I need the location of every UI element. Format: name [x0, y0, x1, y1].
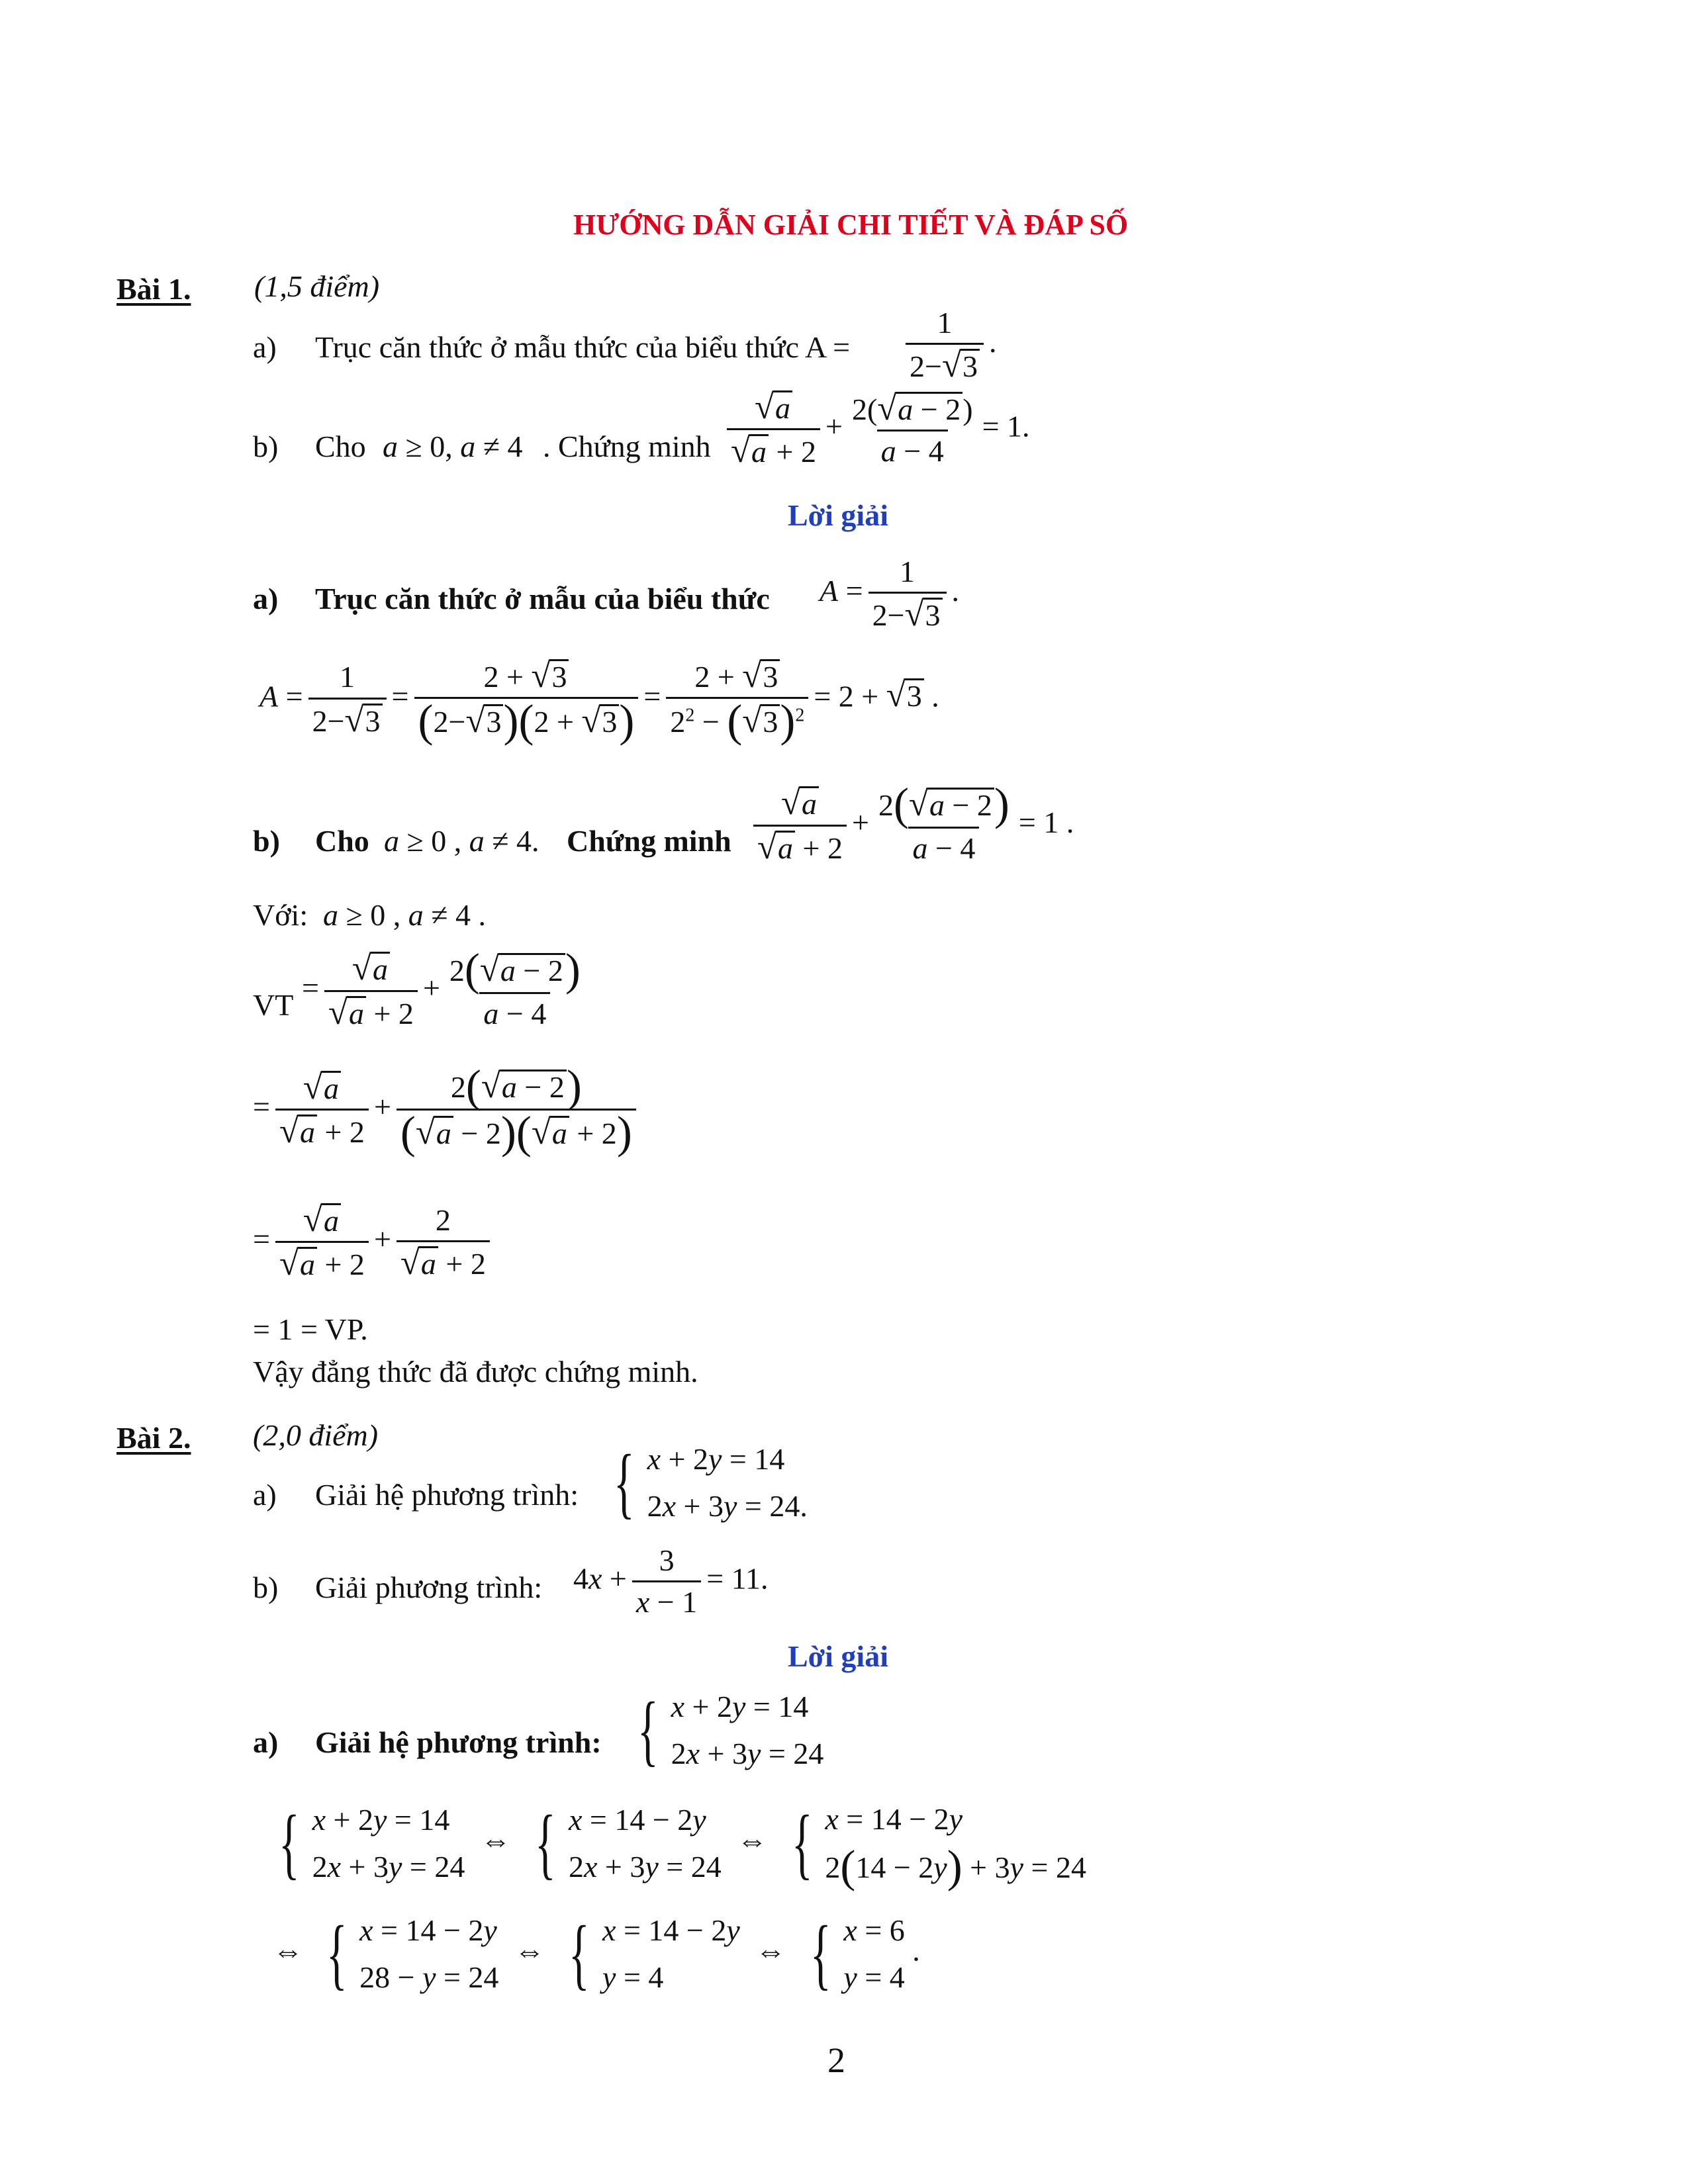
- bai1-label: Bài 1.: [117, 272, 191, 306]
- vt-step-4: = 1 = VP.: [253, 1312, 368, 1346]
- bai1-b-condition: a ≥ 0, a ≠ 4: [383, 430, 523, 463]
- sol-b-chung-minh: Chứng minh: [567, 824, 731, 858]
- page-title: HƯỚNG DẪN GIẢI CHI TIẾT VÀ ĐÁP SỐ: [573, 208, 1129, 241]
- bai1-b-cho: Cho: [315, 430, 366, 463]
- voi-condition: a ≥ 0 , a ≠ 4 .: [323, 898, 486, 932]
- sol2-chain-row-1: { x + 2y = 14 2x + 3y = 24 ⇔ { x = 14 − 2y 2x + 3y = 24 ⇔ { x = 14 − 2y 2(14 − 2y) + 3y = 24: [278, 1799, 1086, 1891]
- bai1-a-label: a): [253, 330, 277, 364]
- sol-a-derivation: A = 1 2− √ 3 = 2 + √ 3 (2− √ 3 )(2 + √ 3 ) = 2 + √ 3 $2^2$ − ( √ 3 )$^2$ = 2 + √ 3 .: [259, 657, 939, 747]
- voi-label: Với:: [253, 898, 308, 932]
- bai1-conclusion: Vậy đẳng thức đã được chứng minh.: [253, 1355, 698, 1388]
- bai1-b-chung-minh: . Chứng minh: [543, 430, 711, 463]
- sol-a-heading: Trục căn thức ở mẫu của biểu thức: [315, 582, 770, 615]
- sol2-a-system: { x + 2y = 14 2x + 3y = 24: [637, 1686, 824, 1774]
- bai2-a-system: { x + 2y = 14 2x + 3y = 24.: [613, 1438, 808, 1526]
- sol-a-label: a): [253, 582, 279, 615]
- vt-step-1: = √ a √ a + 2 + 2( √ a − 2 ) a − 4: [302, 944, 581, 1032]
- sol2-a-heading: Giải hệ phương trình:: [315, 1725, 602, 1759]
- vt-step-2: = √ a √ a + 2 + 2( √ a − 2 ) ( √ a − 2)( √ a + 2): [253, 1068, 641, 1151]
- vt-step-3: = √ a √ a + 2 + 2 √ a + 2: [253, 1203, 495, 1281]
- sol-b-cho: Cho: [315, 824, 369, 858]
- vt-label: VT: [253, 988, 294, 1022]
- bai2-points: (2,0 điểm): [253, 1418, 379, 1452]
- bai1-a-text: Trục căn thức ở mẫu thức của biểu thức A =: [315, 330, 851, 364]
- bai1-a-formula: 1 2− √ 3 .: [900, 307, 996, 383]
- bai2-b-label: b): [253, 1570, 279, 1604]
- bai2-b-equation: 4x + $\frac{3}{x - 1}$ = 11.: [573, 1543, 769, 1619]
- bai1-loi-giai: Lời giải: [788, 498, 888, 532]
- bai2-b-text: Giải phương trình:: [315, 1570, 543, 1604]
- sol-b-identity: √ a √ a + 2 + 2( √ a − 2 ) a − 4 = 1 .: [748, 786, 1074, 864]
- bai2-label: Bài 2.: [117, 1421, 191, 1455]
- bai1-b-identity: √ a √ a + 2 + 2( √ a − 2 ) a − 4 = 1.: [722, 390, 1030, 469]
- sol2-a-label: a): [253, 1725, 279, 1759]
- bai1-b-label: b): [253, 430, 279, 463]
- bai2-loi-giai: Lời giải: [788, 1639, 888, 1673]
- page-number: 2: [827, 2040, 845, 2080]
- bai2-a-label: a): [253, 1478, 277, 1512]
- sol-b-label: b): [253, 824, 280, 858]
- sol2-chain-row-2: ⇔ { x = 14 − 2y 28 − y = 24 ⇔ { x = 14 − 2y y = 4 ⇔ { x = 6 y = 4 .: [273, 1909, 920, 1997]
- sol-a-formula: A = 1 2− √ 3 .: [820, 555, 960, 634]
- bai1-points: (1,5 điểm): [254, 269, 380, 303]
- bai2-a-text: Giải hệ phương trình:: [315, 1478, 579, 1512]
- vp-label: VP.: [324, 1312, 368, 1346]
- sol-b-condition: a ≥ 0 , a ≠ 4.: [384, 824, 539, 858]
